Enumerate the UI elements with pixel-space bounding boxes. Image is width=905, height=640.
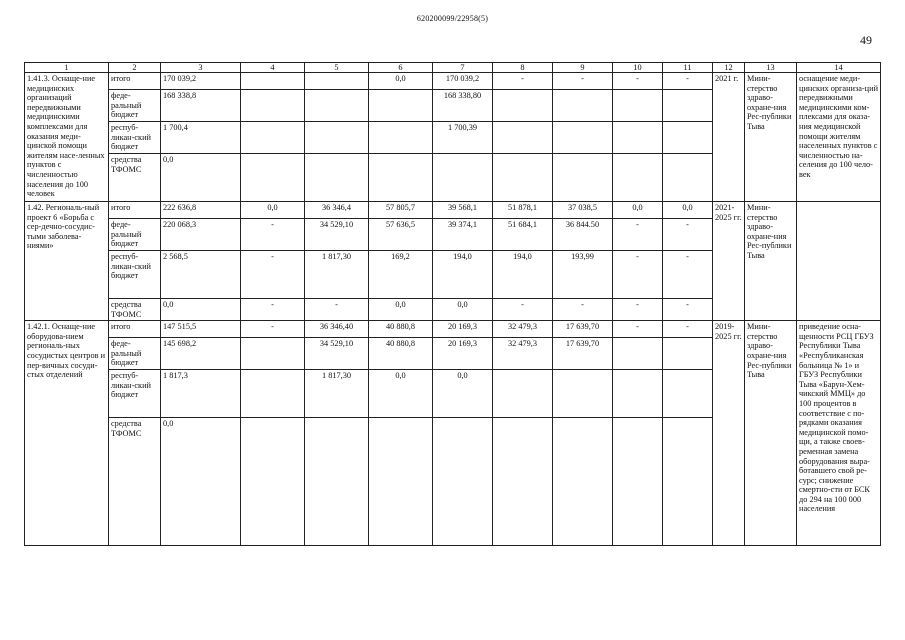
column-header: 1 xyxy=(25,63,109,73)
funding-source: итого xyxy=(109,73,161,90)
amount-cell xyxy=(241,73,305,90)
document-id: 620200099/22958(5) xyxy=(416,14,489,23)
amount-cell: 51 878,1 xyxy=(493,202,553,219)
amount-cell: 39 374,1 xyxy=(433,219,493,251)
column-header: 11 xyxy=(663,63,713,73)
funding-source: итого xyxy=(109,321,161,338)
amount-cell: 168 338,80 xyxy=(433,90,493,122)
amount-cell xyxy=(613,370,663,418)
amount-cell: - xyxy=(553,299,613,321)
amount-cell: 57 805,7 xyxy=(369,202,433,219)
amount-cell xyxy=(553,90,613,122)
amount-cell: - xyxy=(663,251,713,299)
executor-cell: Мини-стерство здраво-охране-ния Рес-публики Тыва xyxy=(745,202,797,321)
funding-source: феде-ральный бюджет xyxy=(109,338,161,370)
amount-cell: - xyxy=(663,219,713,251)
amount-cell xyxy=(369,122,433,154)
amount-cell: - xyxy=(305,299,369,321)
amount-cell: - xyxy=(493,299,553,321)
amount-cell xyxy=(241,370,305,418)
funding-source: средства ТФОМС xyxy=(109,418,161,546)
amount-cell xyxy=(493,154,553,202)
amount-cell: 1 700,4 xyxy=(161,122,241,154)
column-header: 10 xyxy=(613,63,663,73)
amount-cell: - xyxy=(553,73,613,90)
funding-source: респуб-ликан-ский бюджет xyxy=(109,251,161,299)
amount-cell xyxy=(241,418,305,546)
period-cell: 2019-2025 гг. xyxy=(713,321,745,546)
page-number: 49 xyxy=(860,33,872,47)
amount-cell: 222 636,8 xyxy=(161,202,241,219)
amount-cell: 51 684,1 xyxy=(493,219,553,251)
amount-cell xyxy=(613,418,663,546)
amount-cell: 37 038,5 xyxy=(553,202,613,219)
amount-cell xyxy=(613,90,663,122)
amount-cell xyxy=(305,122,369,154)
amount-cell: 34 529,10 xyxy=(305,338,369,370)
amount-cell xyxy=(663,90,713,122)
amount-cell: 17 639,70 xyxy=(553,321,613,338)
amount-cell xyxy=(241,90,305,122)
amount-cell: 0,0 xyxy=(433,299,493,321)
amount-cell: 0,0 xyxy=(369,73,433,90)
amount-cell xyxy=(305,418,369,546)
amount-cell: 1 700,39 xyxy=(433,122,493,154)
column-header: 14 xyxy=(797,63,881,73)
amount-cell: - xyxy=(493,73,553,90)
funding-source: респуб-ликан-ский бюджет xyxy=(109,370,161,418)
amount-cell: 0,0 xyxy=(369,299,433,321)
amount-cell xyxy=(493,370,553,418)
result-cell: оснащение меди-цинских организа-ций передвижными медицинскими ком-плексами для оказа-ния медицинской помощи жителям населенных пунктов с численностью на-селения до 100 чело-век xyxy=(797,73,881,202)
amount-cell: - xyxy=(613,219,663,251)
amount-cell: 36 844.50 xyxy=(553,219,613,251)
amount-cell: 147 515,5 xyxy=(161,321,241,338)
amount-cell xyxy=(241,154,305,202)
amount-cell xyxy=(433,154,493,202)
amount-cell: - xyxy=(663,321,713,338)
amount-cell xyxy=(613,154,663,202)
amount-cell: 0,0 xyxy=(161,299,241,321)
funding-source: средства ТФОМС xyxy=(109,299,161,321)
amount-cell: - xyxy=(663,73,713,90)
amount-cell: 194,0 xyxy=(493,251,553,299)
amount-cell: 36 346,4 xyxy=(305,202,369,219)
column-header: 8 xyxy=(493,63,553,73)
amount-cell xyxy=(553,154,613,202)
amount-cell: 1 817,30 xyxy=(305,251,369,299)
result-cell: приведение осна-щенности РСЦ ГБУЗ Республики Тыва «Республиканская больница № 1» и ГБУЗ Республики Тыва «Барун-Хем-чикский ММЦ» до 100 процентов в соответствие с по-рядками оказания медицинской помо-щи, а также своев-ременная замена оборудования выра-ботавшего свой ре-сурс; снижение смертно-сти от БСК до 294 на 100 000 населения xyxy=(797,321,881,546)
amount-cell: 40 880,8 xyxy=(369,338,433,370)
amount-cell: - xyxy=(241,321,305,338)
amount-cell: 40 880,8 xyxy=(369,321,433,338)
amount-cell: - xyxy=(663,299,713,321)
measure-name: 1.42.1. Оснаще-ние оборудова-нием региональ-ных сосудистых центров и пер-вичных сосуди-стых отделений xyxy=(25,321,109,546)
funding-source: респуб-ликан-ский бюджет xyxy=(109,122,161,154)
amount-cell: 170 039,2 xyxy=(161,73,241,90)
amount-cell xyxy=(493,418,553,546)
amount-cell xyxy=(369,90,433,122)
amount-cell: 20 169,3 xyxy=(433,338,493,370)
executor-cell: Мини-стерство здраво-охране-ния Рес-публики Тыва xyxy=(745,73,797,202)
amount-cell: 32 479,3 xyxy=(493,321,553,338)
amount-cell xyxy=(553,418,613,546)
amount-cell xyxy=(241,122,305,154)
funding-source: средства ТФОМС xyxy=(109,154,161,202)
column-header: 3 xyxy=(161,63,241,73)
amount-cell xyxy=(493,122,553,154)
amount-cell: 0,0 xyxy=(161,418,241,546)
amount-cell xyxy=(663,418,713,546)
amount-cell: 32 479,3 xyxy=(493,338,553,370)
amount-cell: 36 346,40 xyxy=(305,321,369,338)
amount-cell: 57 636,5 xyxy=(369,219,433,251)
measure-name: 1.42. Региональ-ный проект 6 «Борьба с сер-дечно-сосудис-тыми заболева-ниями» xyxy=(25,202,109,321)
amount-cell xyxy=(663,370,713,418)
amount-cell: 170 039,2 xyxy=(433,73,493,90)
amount-cell xyxy=(663,154,713,202)
amount-cell: - xyxy=(241,251,305,299)
amount-cell: 0,0 xyxy=(663,202,713,219)
column-header: 6 xyxy=(369,63,433,73)
amount-cell: 220 068,3 xyxy=(161,219,241,251)
amount-cell: 168 338,8 xyxy=(161,90,241,122)
amount-cell: 169,2 xyxy=(369,251,433,299)
header-row xyxy=(25,63,881,73)
executor-cell: Мини-стерство здраво-охране-ния Рес-публики Тыва xyxy=(745,321,797,546)
amount-cell xyxy=(241,338,305,370)
result-cell xyxy=(797,202,881,321)
column-header: 5 xyxy=(305,63,369,73)
measure-name: 1.41.3. Оснаще-ние медицинских организаций передвижными медицинскими комплексами для оказания меди-цинской помощи жителям насе-ленных пунктов с численностью населения до 100 человек xyxy=(25,73,109,202)
funding-source: феде-ральный бюджет xyxy=(109,90,161,122)
amount-cell: - xyxy=(613,73,663,90)
amount-cell xyxy=(663,338,713,370)
amount-cell: 193,99 xyxy=(553,251,613,299)
amount-cell xyxy=(305,154,369,202)
amount-cell xyxy=(613,122,663,154)
amount-cell xyxy=(369,418,433,546)
amount-cell: 34 529,10 xyxy=(305,219,369,251)
period-cell: 2021-2025 гг. xyxy=(713,202,745,321)
amount-cell: 194,0 xyxy=(433,251,493,299)
table-row xyxy=(25,202,881,219)
amount-cell xyxy=(553,370,613,418)
column-header: 12 xyxy=(713,63,745,73)
amount-cell: 0,0 xyxy=(241,202,305,219)
amount-cell: 0,0 xyxy=(613,202,663,219)
funding-source: итого xyxy=(109,202,161,219)
amount-cell: 0,0 xyxy=(161,154,241,202)
amount-cell: - xyxy=(613,321,663,338)
amount-cell: 1 817,3 xyxy=(161,370,241,418)
amount-cell: 0,0 xyxy=(369,370,433,418)
amount-cell: 20 169,3 xyxy=(433,321,493,338)
amount-cell: - xyxy=(613,299,663,321)
amount-cell xyxy=(305,90,369,122)
budget-table xyxy=(24,62,881,546)
amount-cell: 0,0 xyxy=(433,370,493,418)
amount-cell xyxy=(553,122,613,154)
amount-cell: 39 568,1 xyxy=(433,202,493,219)
table-row xyxy=(25,73,881,90)
amount-cell xyxy=(663,122,713,154)
amount-cell: 2 568,5 xyxy=(161,251,241,299)
column-header: 2 xyxy=(109,63,161,73)
column-header: 13 xyxy=(745,63,797,73)
amount-cell xyxy=(613,338,663,370)
period-cell: 2021 г. xyxy=(713,73,745,202)
amount-cell: 145 698,2 xyxy=(161,338,241,370)
amount-cell xyxy=(305,73,369,90)
amount-cell: - xyxy=(241,219,305,251)
amount-cell xyxy=(493,90,553,122)
amount-cell: - xyxy=(241,299,305,321)
funding-source: феде-ральный бюджет xyxy=(109,219,161,251)
amount-cell: 1 817,30 xyxy=(305,370,369,418)
column-header: 7 xyxy=(433,63,493,73)
amount-cell xyxy=(369,154,433,202)
column-header: 9 xyxy=(553,63,613,73)
table-row xyxy=(25,321,881,338)
amount-cell: 17 639,70 xyxy=(553,338,613,370)
amount-cell xyxy=(433,418,493,546)
amount-cell: - xyxy=(613,251,663,299)
column-header: 4 xyxy=(241,63,305,73)
